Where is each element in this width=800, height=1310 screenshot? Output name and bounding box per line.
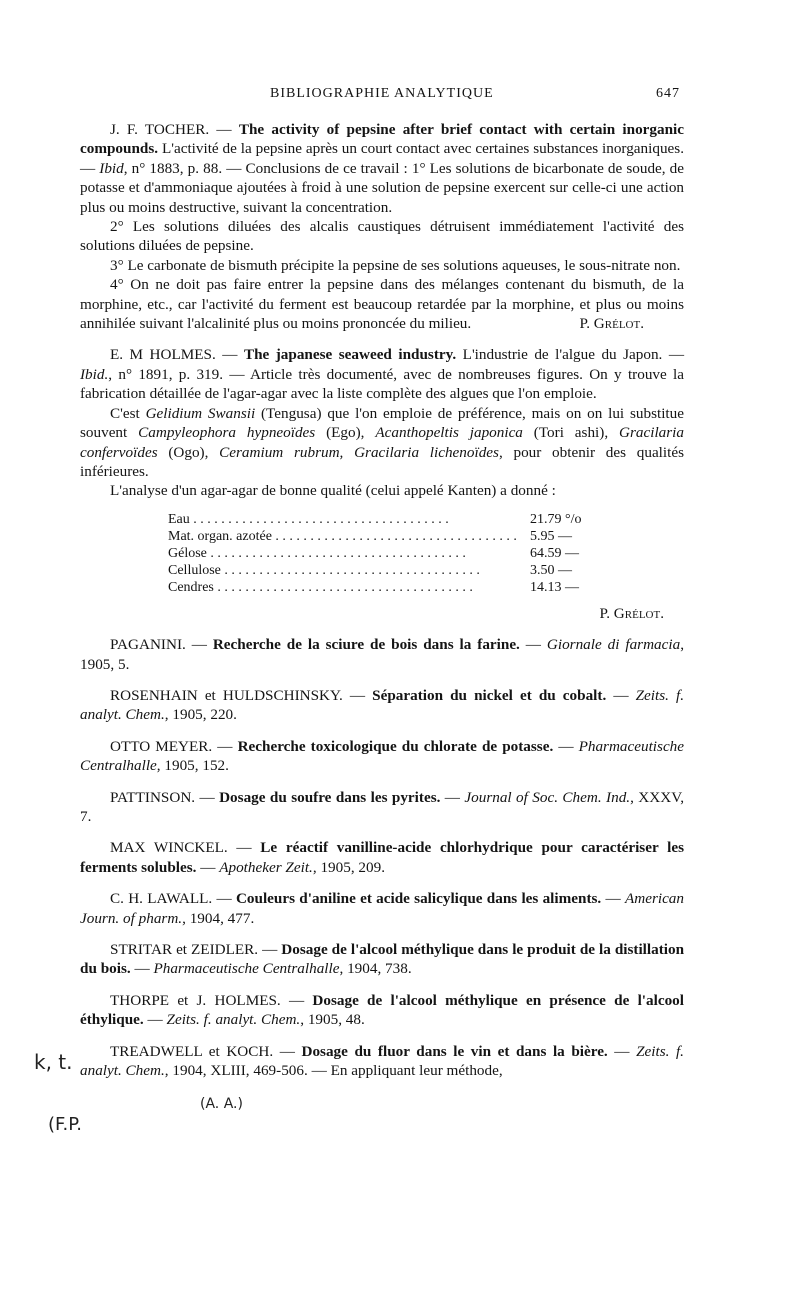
text-run: (Tori ashi),: [522, 424, 620, 442]
entry-paragraph: E. M HOLMES. — The japanese seaweed industry. L'industrie de l'algue du Japon. — Ibid., n° 1891, p. 319. — Article très documenté, avec de nombreuses figures. On y trouve la fabrication détaillée de l'agar-agar avec la liste complète des algues que l'on emploie.: [80, 346, 685, 403]
running-title: BIBLIOGRAPHIE ANALYTIQUE: [270, 86, 494, 101]
entry-source: , 1905, 48.: [300, 1011, 365, 1029]
text-run: (Tengusa) que l'on emploie de préférence, mais on on lui substitue souvent: [80, 404, 684, 442]
composition-name: Cendres . . .: [168, 579, 520, 596]
entry-title: The activity of pepsine after brief contact with certain inorganic compounds.: [80, 121, 685, 158]
entry-source-italic: Zeits. f. analyt. Chem.: [80, 1042, 684, 1080]
entry-paragraph: 2° Les solutions diluées des alcalis caustiques détruisent immédiatement l'activité des solutions diluées de pepsine.: [80, 218, 684, 255]
species-name: Acanthopeltis japonica: [375, 424, 523, 442]
entry-author: THORPE et J. HOLMES.: [110, 991, 281, 1009]
handwritten-note: k, t.: [34, 1050, 73, 1074]
entry-source-italic: Apotheker Zeit.: [219, 858, 313, 876]
signature: P. Grélot.: [579, 315, 644, 333]
bibliography-entry: PATTINSON. — Dosage du soufre dans les pyrites. — Journal of Soc. Chem. Ind., XXXV, 7.: [80, 788, 685, 825]
composition-value: 14.13 —: [530, 579, 579, 595]
entry-source: , 1904, 738.: [339, 960, 412, 978]
species-name: Campyleophora hypneoïdes: [138, 424, 316, 442]
entry-tocher: [80, 120, 684, 1080]
entry-source: , n° 1883, p. 88. — Conclusions de ce travail : 1° Les solutions de bicarbonate de soude, de potasse et d'ammoniaque ajoutées à froid à une solution de pepsine exercent sur celle-ci une action plus ou moins destructive, suivant la concentration.: [80, 159, 684, 216]
entry-author: J. F. TOCHER.: [110, 121, 210, 138]
entry-title: Dosage du soufre dans les pyrites.: [219, 788, 441, 806]
entry-source-italic: Pharmaceutische Centralhalle: [80, 737, 685, 775]
entry-title: Dosage de l'alcool méthylique dans le produit de la distillation du bois.: [80, 941, 685, 978]
entry-paragraph: 4° On ne doit pas faire entrer la pepsine dans des mélanges contenant du bismuth, de la morphine, etc., car l'activité du ferment est beaucoup retardée par la morphine, et plus ou moins annihilée suivant l'alcalinité plus ou moins prononcée du milieu.: [80, 276, 684, 333]
bibliography-entry: TREADWELL et KOCH. — Dosage du fluor dans le vin et dans la bière. — Zeits. f. analyt. Chem., 1904, XLIII, 469-506. — En appliquant leur méthode,: [80, 1042, 684, 1080]
entry-source: , n° 1891, p. 319. — Article très documenté, avec de nombreuses figures. On y trouve la fabrication détaillée de l'agar-agar avec la liste complète des algues que l'on emploie.: [80, 365, 684, 403]
entry-source-italic: Journal of Soc. Chem. Ind.: [464, 788, 631, 806]
entry-source-italic: Zeits. f. analyt. Chem.: [166, 1011, 301, 1029]
entry-author: ROSENHAIN et HULDSCHINSKY.: [110, 686, 343, 704]
composition-row: [168, 511, 608, 528]
species-name: Gelidium Swansii: [145, 404, 256, 422]
text-run: , pour obtenir des qualités inférieures.: [80, 443, 684, 480]
composition-name: Eau . . .: [168, 511, 520, 528]
entry-author: OTTO MEYER.: [110, 737, 213, 755]
entry-author: STRITAR et ZEIDLER.: [110, 941, 259, 959]
species-name: Ceramium rubrum, Gracilaria lichenoïdes: [219, 443, 499, 461]
composition-value: 3.50 —: [530, 562, 572, 578]
composition-row: [168, 562, 608, 579]
entry-author: C. H. LAWALL.: [110, 890, 213, 908]
composition-name: Gélose . . .: [168, 545, 520, 562]
composition-name: Cellulose . . .: [168, 562, 520, 579]
entry-source-italic: American Journ. of pharm.: [80, 890, 684, 927]
text-run: (Ogo),: [157, 443, 220, 461]
entry-source-italic: Giornale di farmacia: [546, 636, 681, 654]
entry-title: Dosage du fluor dans le vin et dans la bière.: [301, 1042, 608, 1060]
entry-title: Recherche toxicologique du chlorate de potasse.: [237, 737, 554, 755]
composition-name: Mat. organ. azotée . . .: [168, 528, 520, 545]
composition-value: 5.95 —: [530, 528, 572, 544]
bibliography-entry: OTTO MEYER. — Recherche toxicologique du chlorate de potasse. — Pharmaceutische Centralhalle, 1905, 152.: [80, 737, 685, 775]
entry-source: , 1905, 220.: [164, 706, 237, 724]
bibliography-entry: PAGANINI. — Recherche de la sciure de bois dans la farine. — Giornale di farmacia, 1905, 5.: [80, 636, 684, 673]
entry-source-italic: Ibid.: [80, 365, 109, 383]
entry-text: L'industrie de l'algue du Japon. —: [462, 346, 685, 364]
entry-source: , 1904, 477.: [182, 909, 255, 927]
entry-title: The japanese seaweed industry.: [243, 346, 457, 364]
entry-author: MAX WINCKEL.: [110, 839, 228, 857]
page-number: 647: [656, 86, 680, 101]
page-header: [80, 86, 680, 108]
short-entries: [80, 635, 684, 1080]
bibliography-entry: ROSENHAIN et HULDSCHINSKY. — Séparation du nickel et du cobalt. — Zeits. f. analyt. Chem., 1905, 220.: [80, 686, 684, 724]
entry-author: TREADWELL et KOCH.: [110, 1042, 274, 1060]
entry-paragraph: L'analyse d'un agar-agar de bonne qualité (celui appelé Kanten) a donné :: [110, 482, 556, 500]
entry-source: , 1905, 5.: [80, 636, 684, 673]
composition-row: [168, 545, 608, 562]
text-run: C'est: [110, 404, 146, 422]
text-run: (Ego),: [315, 424, 376, 442]
composition-table: [168, 511, 684, 596]
entry-paragraph: 3° Le carbonate de bismuth précipite la pepsine de ses solutions aqueuses, le sous-nitrate non.: [110, 256, 681, 274]
entry-title: Le réactif vanilline-acide chlorhydrique pour caractériser les ferments solubles.: [80, 839, 684, 876]
composition-row: [168, 579, 608, 596]
handwritten-note: (F.P.: [48, 1114, 82, 1135]
entry-source-italic: Zeits. f. analyt. Chem.: [80, 686, 684, 724]
bibliography-entry: THORPE et J. HOLMES. — Dosage de l'alcool méthylique en présence de l'alcool éthylique. — Zeits. f. analyt. Chem., 1905, 48.: [80, 991, 684, 1029]
bibliography-entry: MAX WINCKEL. — Le réactif vanilline-acide chlorhydrique pour caractériser les ferments solubles. — Apotheker Zeit., 1905, 209.: [80, 839, 684, 876]
entry-source: , 1905, 152.: [156, 757, 229, 775]
entry-source: , XXXV, 7.: [80, 788, 685, 825]
entry-source-italic: Pharmaceutische Centralhalle: [153, 960, 340, 978]
entry-source: , 1905, 209.: [312, 858, 385, 876]
entry-source-italic: Ibid: [99, 159, 124, 177]
entry-text: L'activité de la pepsine après un court contact avec certaines substances inorganiques. —: [80, 140, 685, 177]
handwritten-note: (A. A.): [200, 1096, 243, 1112]
composition-row: [168, 528, 608, 545]
entry-title: Couleurs d'aniline et acide salicylique dans les aliments.: [235, 890, 602, 908]
entry-title: Séparation du nickel et du cobalt.: [372, 686, 607, 704]
composition-value: 64.59 —: [530, 545, 579, 561]
entry-source: , 1904, XLIII, 469-506. — En appliquant leur méthode,: [164, 1062, 503, 1080]
bibliography-entry: STRITAR et ZEIDLER. — Dosage de l'alcool méthylique dans le produit de la distillation du bois. — Pharmaceutische Centralhalle, 1904, 738.: [80, 941, 685, 978]
entry-author: PATTINSON.: [110, 788, 196, 806]
bibliography-entry: C. H. LAWALL. — Couleurs d'aniline et acide salicylique dans les aliments. — American Journ. of pharm., 1904, 477.: [80, 890, 684, 927]
entry-paragraph: J. F. TOCHER. — The activity of pepsine after brief contact with certain inorganic compounds. L'activité de la pepsine après un court contact avec certaines substances inorganiques. — Ibid, n° 1883, p. 88. — Conclusions de ce travail : 1° Les solutions de bicarbonate de soude, de potasse et d'ammoniaque ajoutées à froid à une solution de pepsine exercent sur celle-ci une action plus ou moins destructive, suivant la concentration.: [80, 121, 685, 216]
entry-author: E. M HOLMES.: [110, 346, 216, 364]
composition-value: 21.79 °/o: [530, 511, 582, 527]
entry-title: Dosage de l'alcool méthylique en présence de l'alcool éthylique.: [80, 991, 684, 1029]
entry-paragraph: [80, 404, 684, 482]
entry-title: Recherche de la sciure de bois dans la farine.: [212, 636, 520, 654]
species-name: Gracilaria confervoïdes: [80, 424, 684, 461]
signature: P. Grélot.: [599, 604, 664, 622]
entry-author: PAGANINI.: [110, 636, 186, 654]
